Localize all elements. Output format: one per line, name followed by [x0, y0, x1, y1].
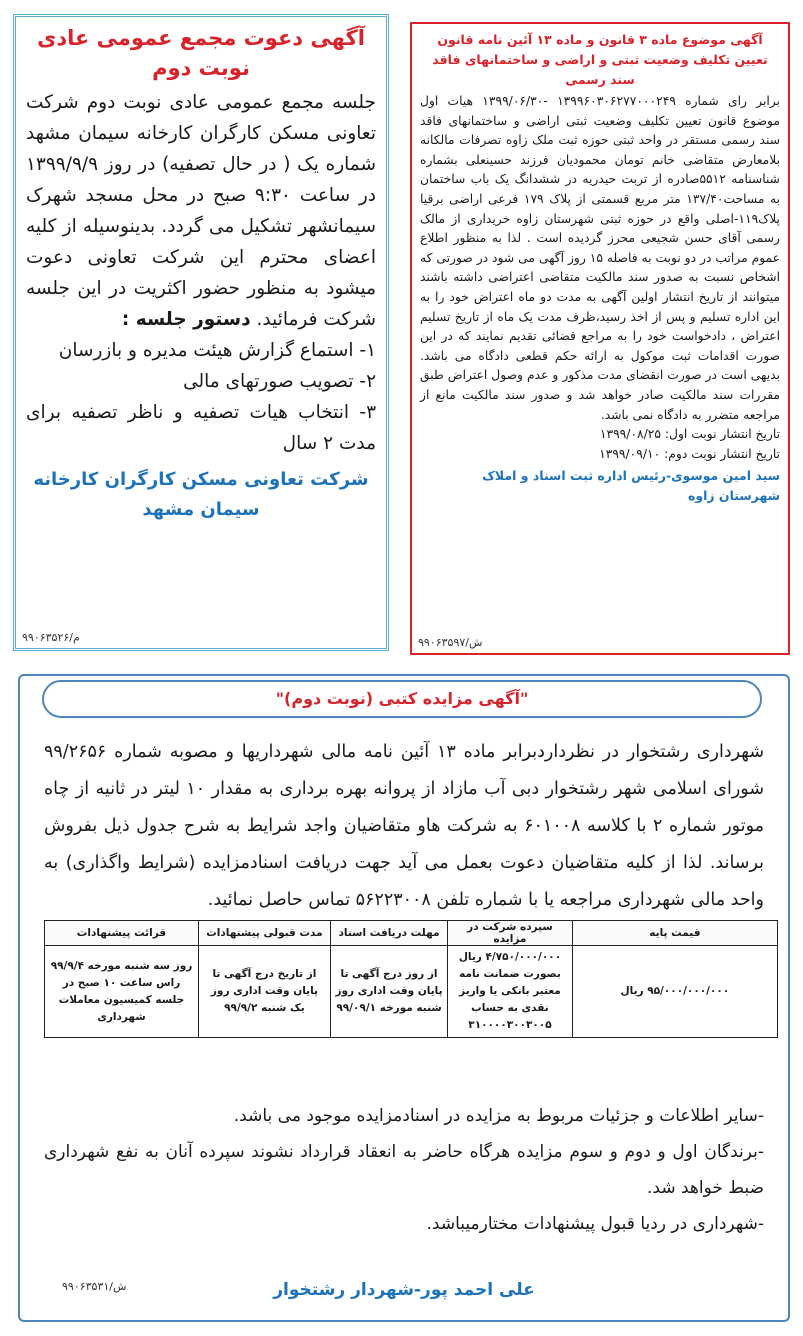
- agenda-label: دستور جلسه :: [121, 309, 251, 330]
- auction-body: شهرداری رشتخوار در نظرداردبرابر ماده ۱۳ آئین نامه مالی شهرداریها و مصوبه شماره ۹۹/۲۶۵۶ شورای اسلامی شهر رشتخوار دبی آب مازاد از پروانه بهره برداری به مقدار ۱۰ لیتر در ثانیه از چاه موتور شماره ۲ با کلاسه ۶۰۱۰۰۸ به شرکت هاو متقاضیان واجد شرایط به شرح جدول ذیل بفروش برساند. لذا از کلیه متقاضیان دعوت بعمل می آید جهت دریافت اسنادمزایده (شرایط واگذاری) به واحد مالی شهرداری مراجعه یا با شماره تلفن ۵۶۲۲۳۰۰۸ تماس حاصل نمائید.: [44, 742, 764, 910]
- header-base-price: قیمت پایه: [572, 921, 777, 946]
- assembly-notice: [13, 14, 389, 651]
- cell-acceptance-period: از تاریخ درج آگهی تا پایان وقت اداری روز یک شنبه ۹۹/۹/۲: [198, 946, 330, 1038]
- assembly-body: جلسه مجمع عمومی عادی نوبت دوم شرکت تعاونی مسکن کارگران کارخانه سیمان مشهد شماره یک ( در حال تصفیه) در روز ۱۳۹۹/۹/۹ در ساعت ۹:۳۰ صبح در محل مسجد شهرک سیمانشهر تشکیل می گردد. بدینوسیله از کلیه اعضای محترم این شرکت تعاونی دعوت میشود به منظور حضور اکثریت در این جلسه شرکت فرمائید.: [26, 92, 376, 330]
- header-documents-deadline: مهلت دریافت اسناد: [330, 921, 447, 946]
- auction-notice: [18, 674, 790, 1322]
- cell-documents-deadline: از روز درج آگهی تا پایان وقت اداری روز شنبه مورخه ۹۹/۰۹/۱: [330, 946, 447, 1038]
- auction-table: [44, 920, 778, 1038]
- auction-notes: [44, 1098, 764, 1242]
- auction-note-1: -سایر اطلاعات و جزئیات مربوط به مزایده در اسنادمزایده موجود می باشد.: [233, 1106, 764, 1126]
- registry-code: ش/۹۹۰۶۳۵۹۷: [418, 636, 483, 649]
- auction-note-2: -برندگان اول و دوم و سوم مزایده هرگاه حاضر به انعقاد قرارداد نشوند سپرده آنان به نفع شهرداری ضبط خواهد شد.: [44, 1142, 764, 1198]
- assembly-signature-line1: شرکت تعاونی مسکن کارگران کارخانه: [33, 469, 369, 490]
- registry-signature: سید امین موسوی-رئیس اداره ثبت اسناد و املاک شهرستان زاوه: [482, 468, 780, 504]
- cell-deposit: ۴/۷۵۰/۰۰۰/۰۰۰ ریال بصورت ضمانت نامه معتبر بانکی یا واریز نقدی به حساب ۳۱۰۰۰۰۳۰۰۳۰۰۵: [448, 946, 573, 1038]
- header-deposit: سپرده شرکت در مزایده: [448, 921, 573, 946]
- registry-date-first: تاریخ انتشار نوبت اول: ۱۳۹۹/۰۸/۲۵: [599, 427, 780, 442]
- header-opening: قرائت پیشنهادات: [45, 921, 199, 946]
- cell-opening: روز سه شنبه مورخه ۹۹/۹/۴ راس ساعت ۱۰ صبح در جلسه کمیسیون معاملات شهرداری: [45, 946, 199, 1038]
- registry-date-second: تاریخ انتشار نوبت دوم: ۱۳۹۹/۰۹/۱۰: [599, 446, 780, 461]
- registry-body-block: [420, 92, 780, 464]
- auction-note-3: -شهرداری در ردیا قبول پیشنهادات مختارمیباشد.: [426, 1214, 764, 1234]
- agenda-item-2: ۲- تصویب صورتهای مالی: [183, 371, 376, 392]
- agenda-item-3: ۳- انتخاب هیات تصفیه و ناظر تصفیه برای مدت ۲ سال: [26, 402, 376, 454]
- assembly-title-line1: آگهی دعوت مجمع عمومی عادی: [37, 26, 365, 50]
- assembly-signature-line2: سیمان مشهد: [142, 499, 260, 520]
- registry-notice: [410, 22, 790, 655]
- agenda-item-1: ۱- استماع گزارش هیئت مدیره و بازرسان: [58, 340, 376, 361]
- auction-signer: علی احمد پور-شهردار رشتخوار: [273, 1280, 535, 1300]
- assembly-code: م/۹۹۰۶۳۵۲۶: [22, 631, 80, 644]
- auction-title: "آگهی مزایده کتبی (نوبت دوم)": [42, 680, 762, 718]
- auction-table-header-row: [45, 921, 778, 946]
- auction-table-row: [45, 946, 778, 1038]
- assembly-title-line2: نوبت دوم: [152, 56, 250, 80]
- header-acceptance-period: مدت قبولی پیشنهادات: [198, 921, 330, 946]
- assembly-title: [26, 23, 376, 83]
- registry-body: برابر رای شماره ۱۳۹۹۶۰۳۰۶۲۷۷۰۰۰۲۴۹ -۱۳۹۹/۰۶/۳۰ هیات اول موضوع قانون تعیین تکلیف وضعیت ثبتی اراضی و ساختمانهای فاقد سند رسمی مستقر در واحد ثبتی حوزه ثبت ملک زاوه تصرفات مالکانه بلامعارض متقاضی خانم تومان محمودیان فرزند حسینعلی بشماره شناسنامه ۵۵۱۲صادره از تربت حیدریه در ششدانگ یک باب ساختمان به مساحت۱۳۷/۴۰ متر مربع قسمتی از پلاک ۱۷۹ فرعی اراضی برقیا پلاک۱۱۹-اصلی واقع در حوزه ثبتی شهرستان زاوه خریداری از مالک رسمی آقای حسن شجیعی محرز گردیده است . لذا به منظور اطلاع عموم مراتب در دو نوبت به فاصله ۱۵ روز آگهی می شود در صورتی که اشخاص نسبت به صدور سند مالکیت متقاضی اعتراضی داشته باشند میتوانند از تاریخ انتشار اولین آگهی به مدت دو ماه اعتراض خود را به این اداره تسلیم و پس از اخذ رسید،ظرف مدت یک ماه از تاریخ تسلیم اعتراض ، دادخواست خود را به مراجع قضائی تقدیم نمایند که در این صورت اقدامات ثبت موکول به ارائه حکم قطعی دادگاه می باشد. بدیهی است در صورت انقضای مدت مذکور و عدم وصول اعتراض طبق مقررات سند مالکیت صادر خواهد شد و صدور سند مالکیت مانع از مراجعه متضرر به دادگاه نمی باشد.: [420, 94, 780, 422]
- assembly-signature: [26, 465, 376, 525]
- assembly-body-block: [26, 87, 376, 459]
- auction-code: ش/۹۹۰۶۳۵۳۱: [62, 1280, 127, 1293]
- cell-base-price: ۹۵/۰۰۰/۰۰۰/۰۰۰ ریال: [572, 946, 777, 1038]
- registry-title: آگهی موضوع ماده ۳ قانون و ماده ۱۳ آئین نامه قانون تعیین تکلیف وضعیت ثبتی و اراضی و ساختمانهای فاقد سند رسمی: [432, 32, 768, 87]
